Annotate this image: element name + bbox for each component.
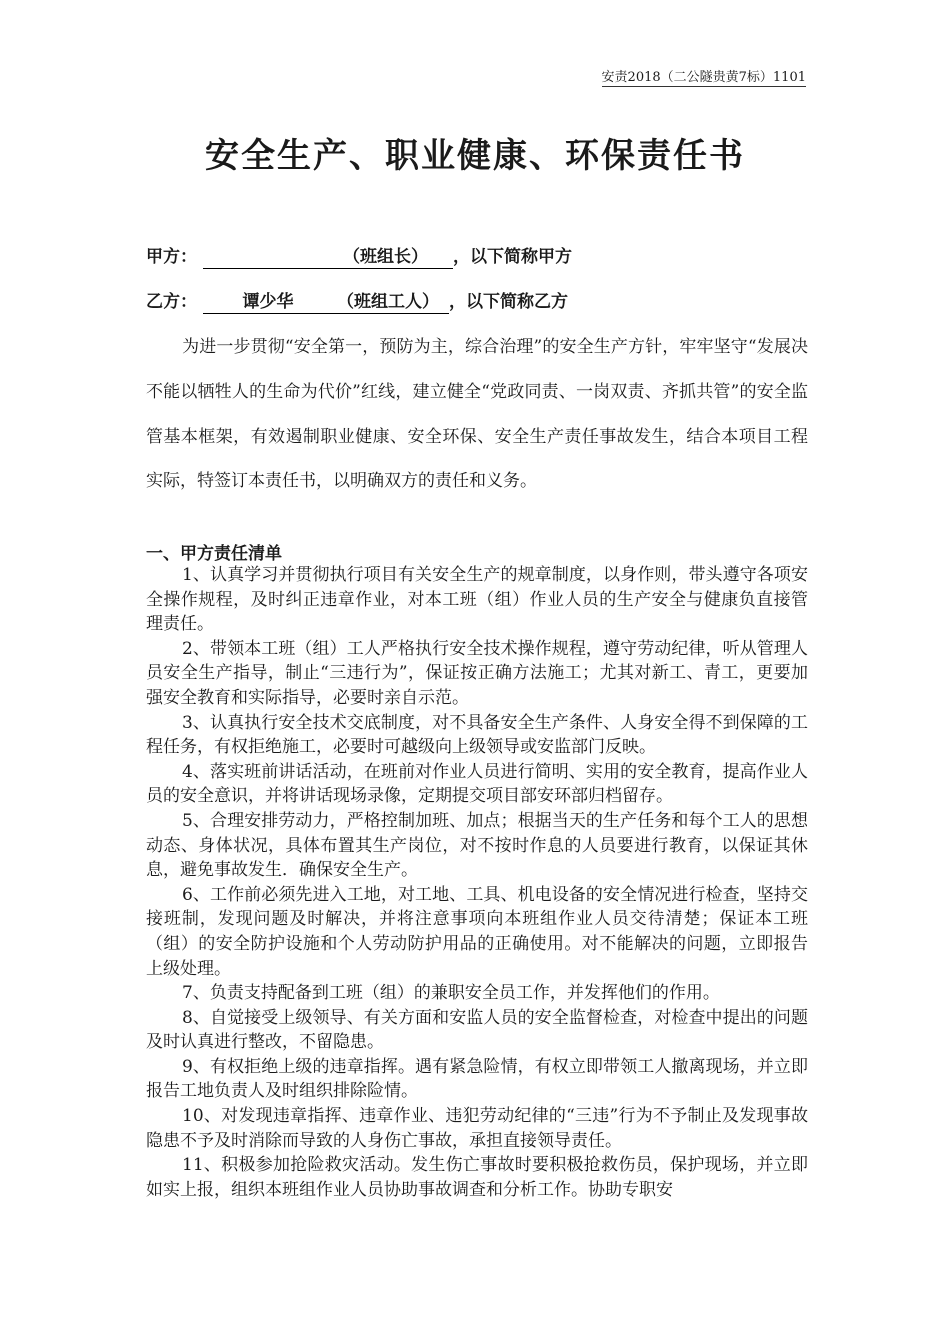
clause-item: 3、认真执行安全技术交底制度，对不具备安全生产条件、人身安全得不到保障的工程任务，有权拒绝施工，必要时可越级向上级领导或安监部门反映。	[146, 712, 808, 758]
clause-item: 2、带领本工班（组）工人严格执行安全技术操作规程，遵守劳动纪律，听从管理人员安全生产指导，制止“三违行为”，保证按正确方法施工；尤其对新工、青工，更要加强安全教育和实际指导，必要时亲自示范。	[146, 638, 808, 708]
party-a-line	[146, 242, 572, 269]
clause-item: 8、自觉接受上级领导、有关方面和安监人员的安全监督检查，对检查中提出的问题及时认真进行整改，不留隐患。	[146, 1007, 808, 1053]
intro-text: 为进一步贯彻“安全第一，预防为主，综合治理”的安全生产方针，牢牢坚守“发展决不能以牺牲人的生命为代价”红线，建立健全“党政同责、一岗双责、齐抓共管”的安全监管基本框架，有效遏制职业健康、安全环保、安全生产责任事故发生，结合本项目工程实际，特签订本责任书，以明确双方的责任和义务。	[146, 337, 808, 492]
party-b-label: 乙方：	[146, 292, 197, 312]
document-code: 安责2018（二公隧贵黄7标）1101	[602, 66, 806, 87]
party-a-label: 甲方：	[146, 247, 197, 267]
party-a-name-blank	[203, 246, 339, 269]
document-title: 安全生产、职业健康、环保责任书	[205, 136, 745, 176]
clause-item: 1、认真学习并贯彻执行项目有关安全生产的规章制度，以身作则，带头遵守各项安全操作规程，及时纠正违章作业，对本工班（组）作业人员的生产安全与健康负直接管理责任。	[146, 565, 808, 635]
party-b-role: （班组工人）	[333, 291, 449, 314]
clause-list	[146, 563, 808, 1202]
party-b-name: 谭少华	[203, 291, 333, 314]
intro-paragraph	[146, 325, 808, 504]
clause-item: 10、对发现违章指挥、违章作业、违犯劳动纪律的“三违”行为不予制止及发现事故隐患不予及时消除而导致的人身伤亡事故，承担直接领导责任。	[146, 1106, 808, 1151]
party-a-suffix: ，以下简称甲方	[453, 247, 572, 267]
section-heading: 一、甲方责任清单	[146, 544, 282, 564]
party-a-role: （班组长）	[339, 246, 453, 269]
clause-item: 9、有权拒绝上级的违章指挥。遇有紧急险情，有权立即带领工人撤离现场，并立即报告工地负责人及时组织排除险情。	[146, 1056, 808, 1102]
party-b-line	[146, 287, 568, 314]
clause-item: 4、落实班前讲话活动，在班前对作业人员进行简明、实用的安全教育，提高作业人员的安全意识，并将讲话现场录像，定期提交项目部安环部归档留存。	[146, 761, 808, 807]
clause-item: 5、合理安排劳动力，严格控制加班、加点；根据当天的生产任务和每个工人的思想动态、身体状况，具体布置其生产岗位，对不按时作息的人员要进行教育，以保证其休息，避免事故发生．确保安全生产。	[146, 810, 808, 881]
party-b-suffix: ，以下简称乙方	[449, 292, 568, 312]
clause-item: 6、工作前必须先进入工地，对工地、工具、机电设备的安全情况进行检查，坚持交接班制，发现问题及时解决，并将注意事项向本班组作业人员交待清楚；保证本工班（组）的安全防护设施和个人劳动防护用品的正确使用。对不能解决的问题，立即报告上级处理。	[146, 884, 808, 979]
clause-item: 11、积极参加抢险救灾活动。发生伤亡事故时要积极抢救伤员，保护现场，并立即如实上报，组织本班组作业人员协助事故调查和分析工作。协助专职安	[146, 1155, 808, 1200]
clause-item: 7、负责支持配备到工班（组）的兼职安全员工作，并发挥他们的作用。	[182, 983, 720, 1004]
